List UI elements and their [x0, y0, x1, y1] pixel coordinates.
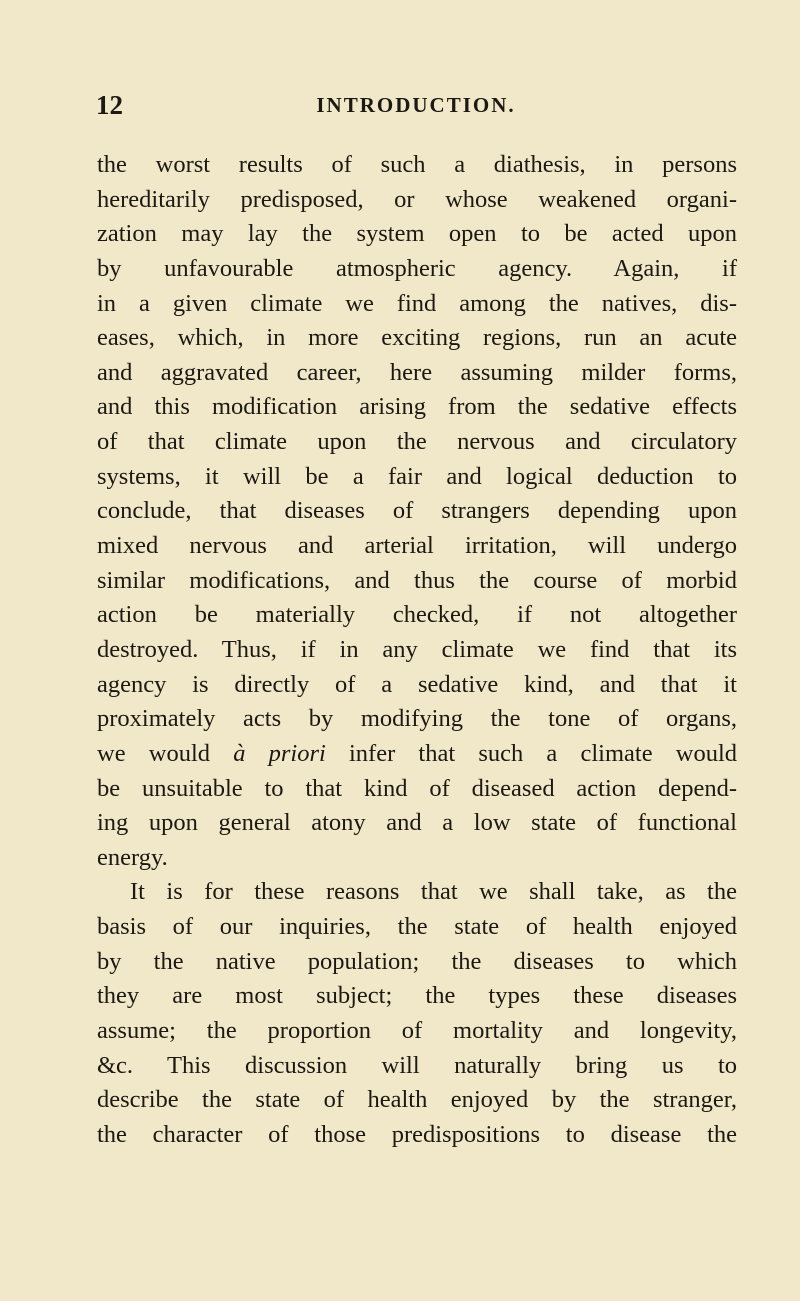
text-line: ing upon general atony and a low state of functional — [97, 809, 737, 837]
paragraph-first-line: It is for these reasons that we shall take, as the — [130, 878, 737, 906]
text-line: systems, it will be a fair and logical deduction to — [97, 462, 737, 490]
text-line: the character of those predispositions to disease the — [97, 1120, 737, 1148]
text-line: conclude, that diseases of strangers depending upon — [97, 497, 737, 525]
text-line: agency is directly of a sedative kind, and that it — [97, 670, 737, 698]
text-line: the worst results of such a diathesis, in persons — [97, 151, 737, 178]
text-line: basis of our inquiries, the state of health enjoyed — [97, 913, 737, 941]
italic-phrase: à priori — [233, 739, 326, 767]
running-head: INTRODUCTION. — [316, 93, 516, 117]
text-line: they are most subject; the types these diseases — [97, 982, 737, 1010]
text-line: describe the state of health enjoyed by the stranger, — [97, 1086, 737, 1114]
text-line: hereditarily predisposed, or whose weakened organi- — [97, 185, 737, 213]
text-line: eases, which, in more exciting regions, run an acute — [97, 324, 737, 352]
text-line: mixed nervous and arterial irritation, will undergo — [97, 532, 737, 560]
text-segment: we would — [97, 739, 234, 767]
text-line: of that climate upon the nervous and circulatory — [97, 428, 737, 456]
text-line: zation may lay the system open to be acted upon — [97, 220, 737, 248]
text-line: and aggravated career, here assuming milder forms, — [97, 358, 737, 386]
page-number: 12 — [96, 90, 123, 120]
text-line: &c. This discussion will naturally bring us to — [97, 1051, 737, 1079]
text-line: in a given climate we find among the natives, dis- — [97, 289, 737, 317]
text-line: by the native population; the diseases to which — [97, 947, 737, 975]
text-line-with-italic — [97, 737, 737, 772]
text-line: energy. — [97, 843, 168, 871]
text-line: assume; the proportion of mortality and longevity, — [97, 1017, 737, 1045]
body-text — [97, 148, 737, 1153]
text-line: by unfavourable atmospheric agency. Again, if — [97, 254, 737, 282]
text-line: be unsuitable to that kind of diseased action depend- — [97, 774, 737, 802]
text-line: and this modification arising from the sedative effects — [97, 393, 737, 421]
text-line: proximately acts by modifying the tone of organs, — [97, 705, 737, 733]
text-segment: infer that such a climate would — [325, 739, 738, 767]
page-header — [96, 88, 736, 122]
text-line: similar modifications, and thus the course of morbid — [97, 566, 737, 594]
text-line: action be materially checked, if not altogether — [97, 601, 737, 629]
text-line: destroyed. Thus, if in any climate we find that its — [97, 635, 737, 663]
